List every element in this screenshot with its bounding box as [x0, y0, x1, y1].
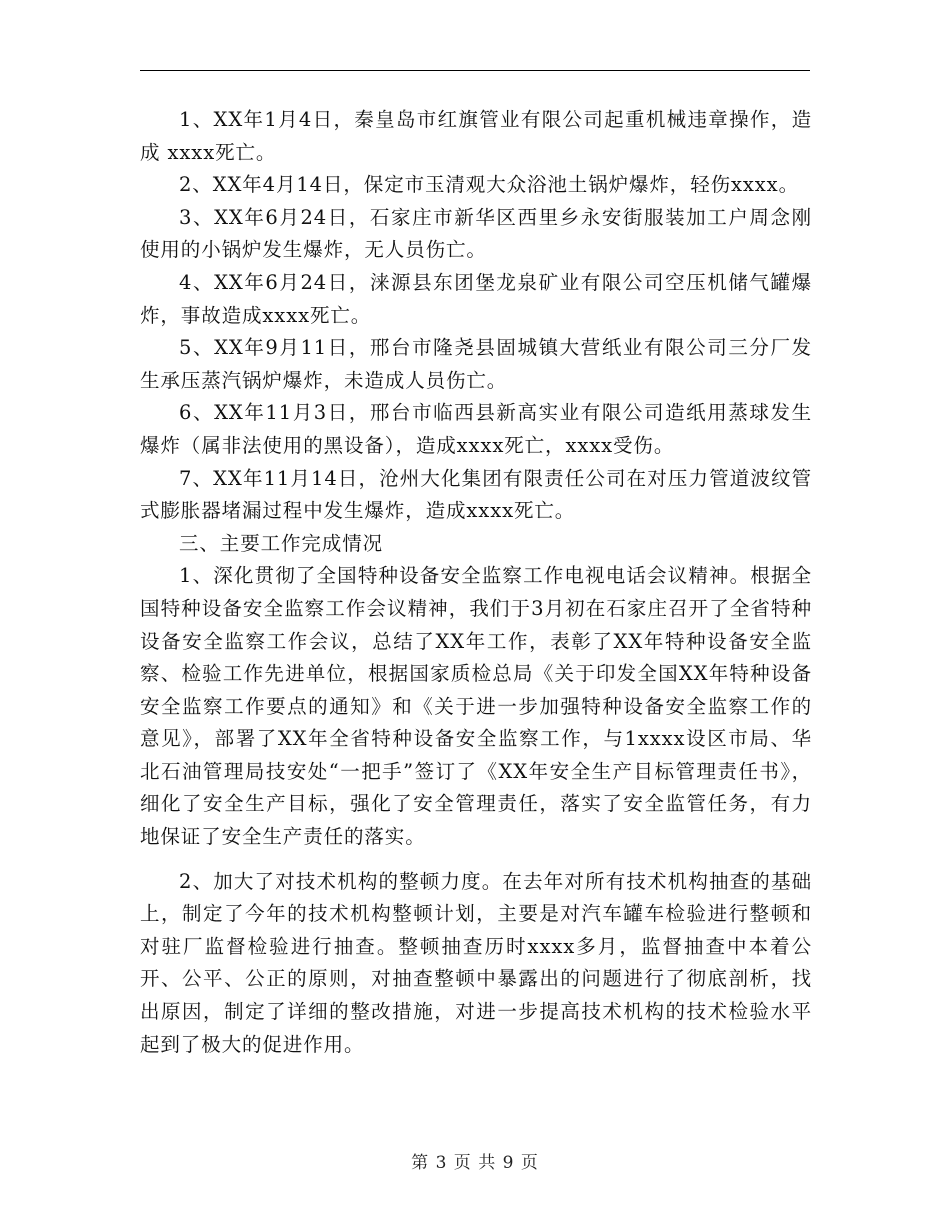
accident-item-3: 3、XX年6月24日，石家庄市新华区西里乡永安街服装加工户周念刚使用的小锅炉发生爆炸，无人员伤亡。 — [140, 205, 812, 262]
work-item-1: 1、深化贯彻了全国特种设备安全监察工作电视电话会议精神。根据全国特种设备安全监察工作会议精神，我们于3月初在石家庄召开了全省特种设备安全监察工作会议，总结了XX年工作，表彰了XX年特种设备安全监察、检验工作先进单位，根据国家质检总局《关于印发全国XX年特种设备安全监察工作要点的通知》和《关于进一步加强特种设备安全监察工作的意见》，部署了XX年全省特种设备安全监察工作，与1xxxx设区市局、华北石油管理局技安处“一把手”签订了《XX年安全生产目标管理责任书》，细化了安全生产目标，强化了安全管理责任，落实了安全监管任务，有力地保证了安全生产责任的落实。 — [140, 564, 812, 849]
header-rule — [140, 70, 810, 71]
accident-item-7: 7、XX年11月14日，沧州大化集团有限责任公司在对压力管道波纹管式膨胀器堵漏过程中发生爆炸，造成xxxx死亡。 — [140, 466, 812, 523]
page-number-footer: 第 3 页 共 9 页 — [411, 1153, 539, 1173]
accident-item-4: 4、XX年6月24日，涞源县东团堡龙泉矿业有限公司空压机储气罐爆炸，事故造成xxxx死亡。 — [140, 270, 812, 327]
section-heading: 三、主要工作完成情况 — [179, 531, 384, 555]
accident-item-1: 1、XX年1月4日，秦皇岛市红旗管业有限公司起重机械违章操作，造成 xxxx死亡。 — [140, 108, 812, 164]
accident-item-5: 5、XX年9月11日，邢台市隆尧县固城镇大营纸业有限公司三分厂发生承压蒸汽锅炉爆炸，未造成人员伤亡。 — [140, 336, 812, 392]
accident-item-2: 2、XX年4月14日，保定市玉清观大众浴池土锅炉爆炸，轻伤xxxx。 — [179, 173, 799, 197]
work-item-2: 2、加大了对技术机构的整顿力度。在去年对所有技术机构抽查的基础上，制定了今年的技术机构整顿计划，主要是对汽车罐车检验进行整顿和对驻厂监督检验进行抽查。整顿抽查历时xxxx多月，监督抽查中本着公开、公平、公正的原则，对抽查整顿中暴露出的问题进行了彻底剖析，找出原因，制定了详细的整改措施，对进一步提高技术机构的技术检验水平起到了极大的促进作用。 — [140, 869, 812, 1056]
document-body — [140, 104, 812, 1061]
accident-item-6: 6、XX年11月3日，邢台市临西县新高实业有限公司造纸用蒸球发生爆炸（属非法使用的黑设备），造成xxxx死亡，xxxx受伤。 — [140, 401, 812, 457]
